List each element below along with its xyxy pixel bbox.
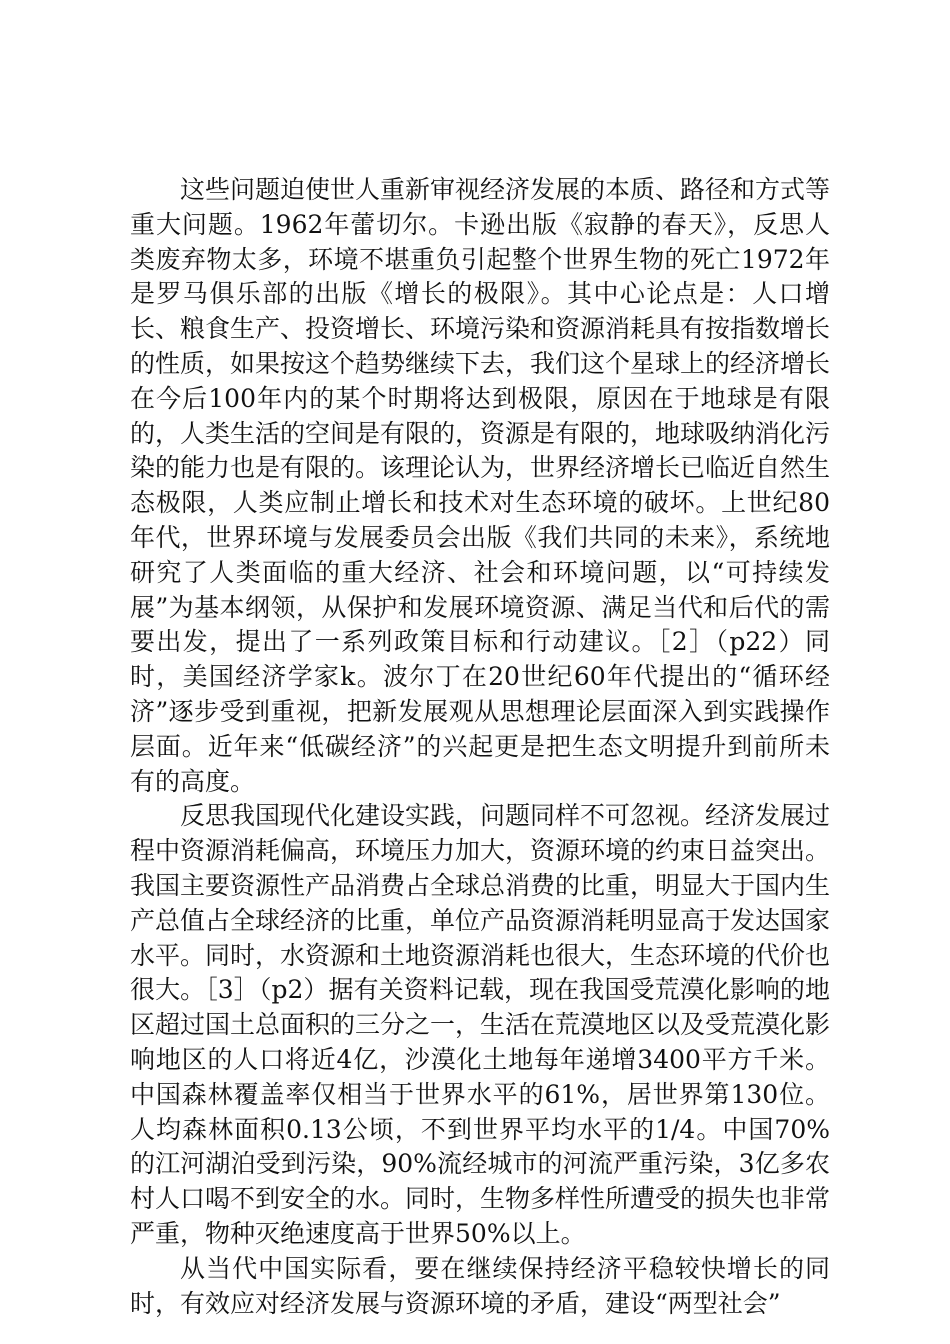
- document-page: [130, 173, 830, 1321]
- paragraph-1: 这些问题迫使世人重新审视经济发展的本质、路径和方式等重大问题。1962年蕾切尔。卡逊出版《寂静的春天》，反思人类废弃物太多，环境不堪重负引起整个世界生物的死亡1972年是罗马俱乐部的出版《增长的极限》。其中心论点是：人口增长、粮食生产、投资增长、环境污染和资源消耗具有按指数增长的性质，如果按这个趋势继续下去，我们这个星球上的经济增长在今后100年内的某个时期将达到极限，原因在于地球是有限的，人类生活的空间是有限的，资源是有限的，地球吸纳消化污染的能力也是有限的。该理论认为，世界经济增长已临近自然生态极限，人类应制止增长和技术对生态环境的破坏。上世纪80年代，世界环境与发展委员会出版《我们共同的未来》，系统地研究了人类面临的重大经济、社会和环境问题，以“可持续发展”为基本纲领，从保护和发展环境资源、满足当代和后代的需要出发，提出了一系列政策目标和行动建议。［2］（p22）同时，美国经济学家k。波尔丁在20世纪60年代提出的“循环经济”逐步受到重视，把新发展观从思想理论层面深入到实践操作层面。近年来“低碳经济”的兴起更是把生态文明提升到前所未有的高度。: [130, 175, 831, 796]
- paragraph-3: 从当代中国实际看，要在继续保持经济平稳较快增长的同时，有效应对经济发展与资源环境的矛盾，建设“两型社会”: [130, 1253, 830, 1318]
- paragraph-2: 反思我国现代化建设实践，问题同样不可忽视。经济发展过程中资源消耗偏高，环境压力加大，资源环境的约束日益突出。我国主要资源性产品消费占全球总消费的比重，明显大于国内生产总值占全球经济的比重，单位产品资源消耗明显高于发达国家水平。同时，水资源和土地资源消耗也很大，生态环境的代价也很大。［3］（p2）据有关资料记载，现在我国受荒漠化影响的地区超过国土总面积的三分之一，生活在荒漠地区以及受荒漠化影响地区的人口将近4亿，沙漠化土地每年递增3400平方千米。中国森林覆盖率仅相当于世界水平的61%，居世界第130位。人均森林面积0.13公顷，不到世界平均水平的1/4。中国70%的江河湖泊受到污染，90%流经城市的河流严重污染，3亿多农村人口喝不到安全的水。同时，生物多样性所遭受的损失也非常严重，物种灭绝速度高于世界50%以上。: [130, 801, 831, 1248]
